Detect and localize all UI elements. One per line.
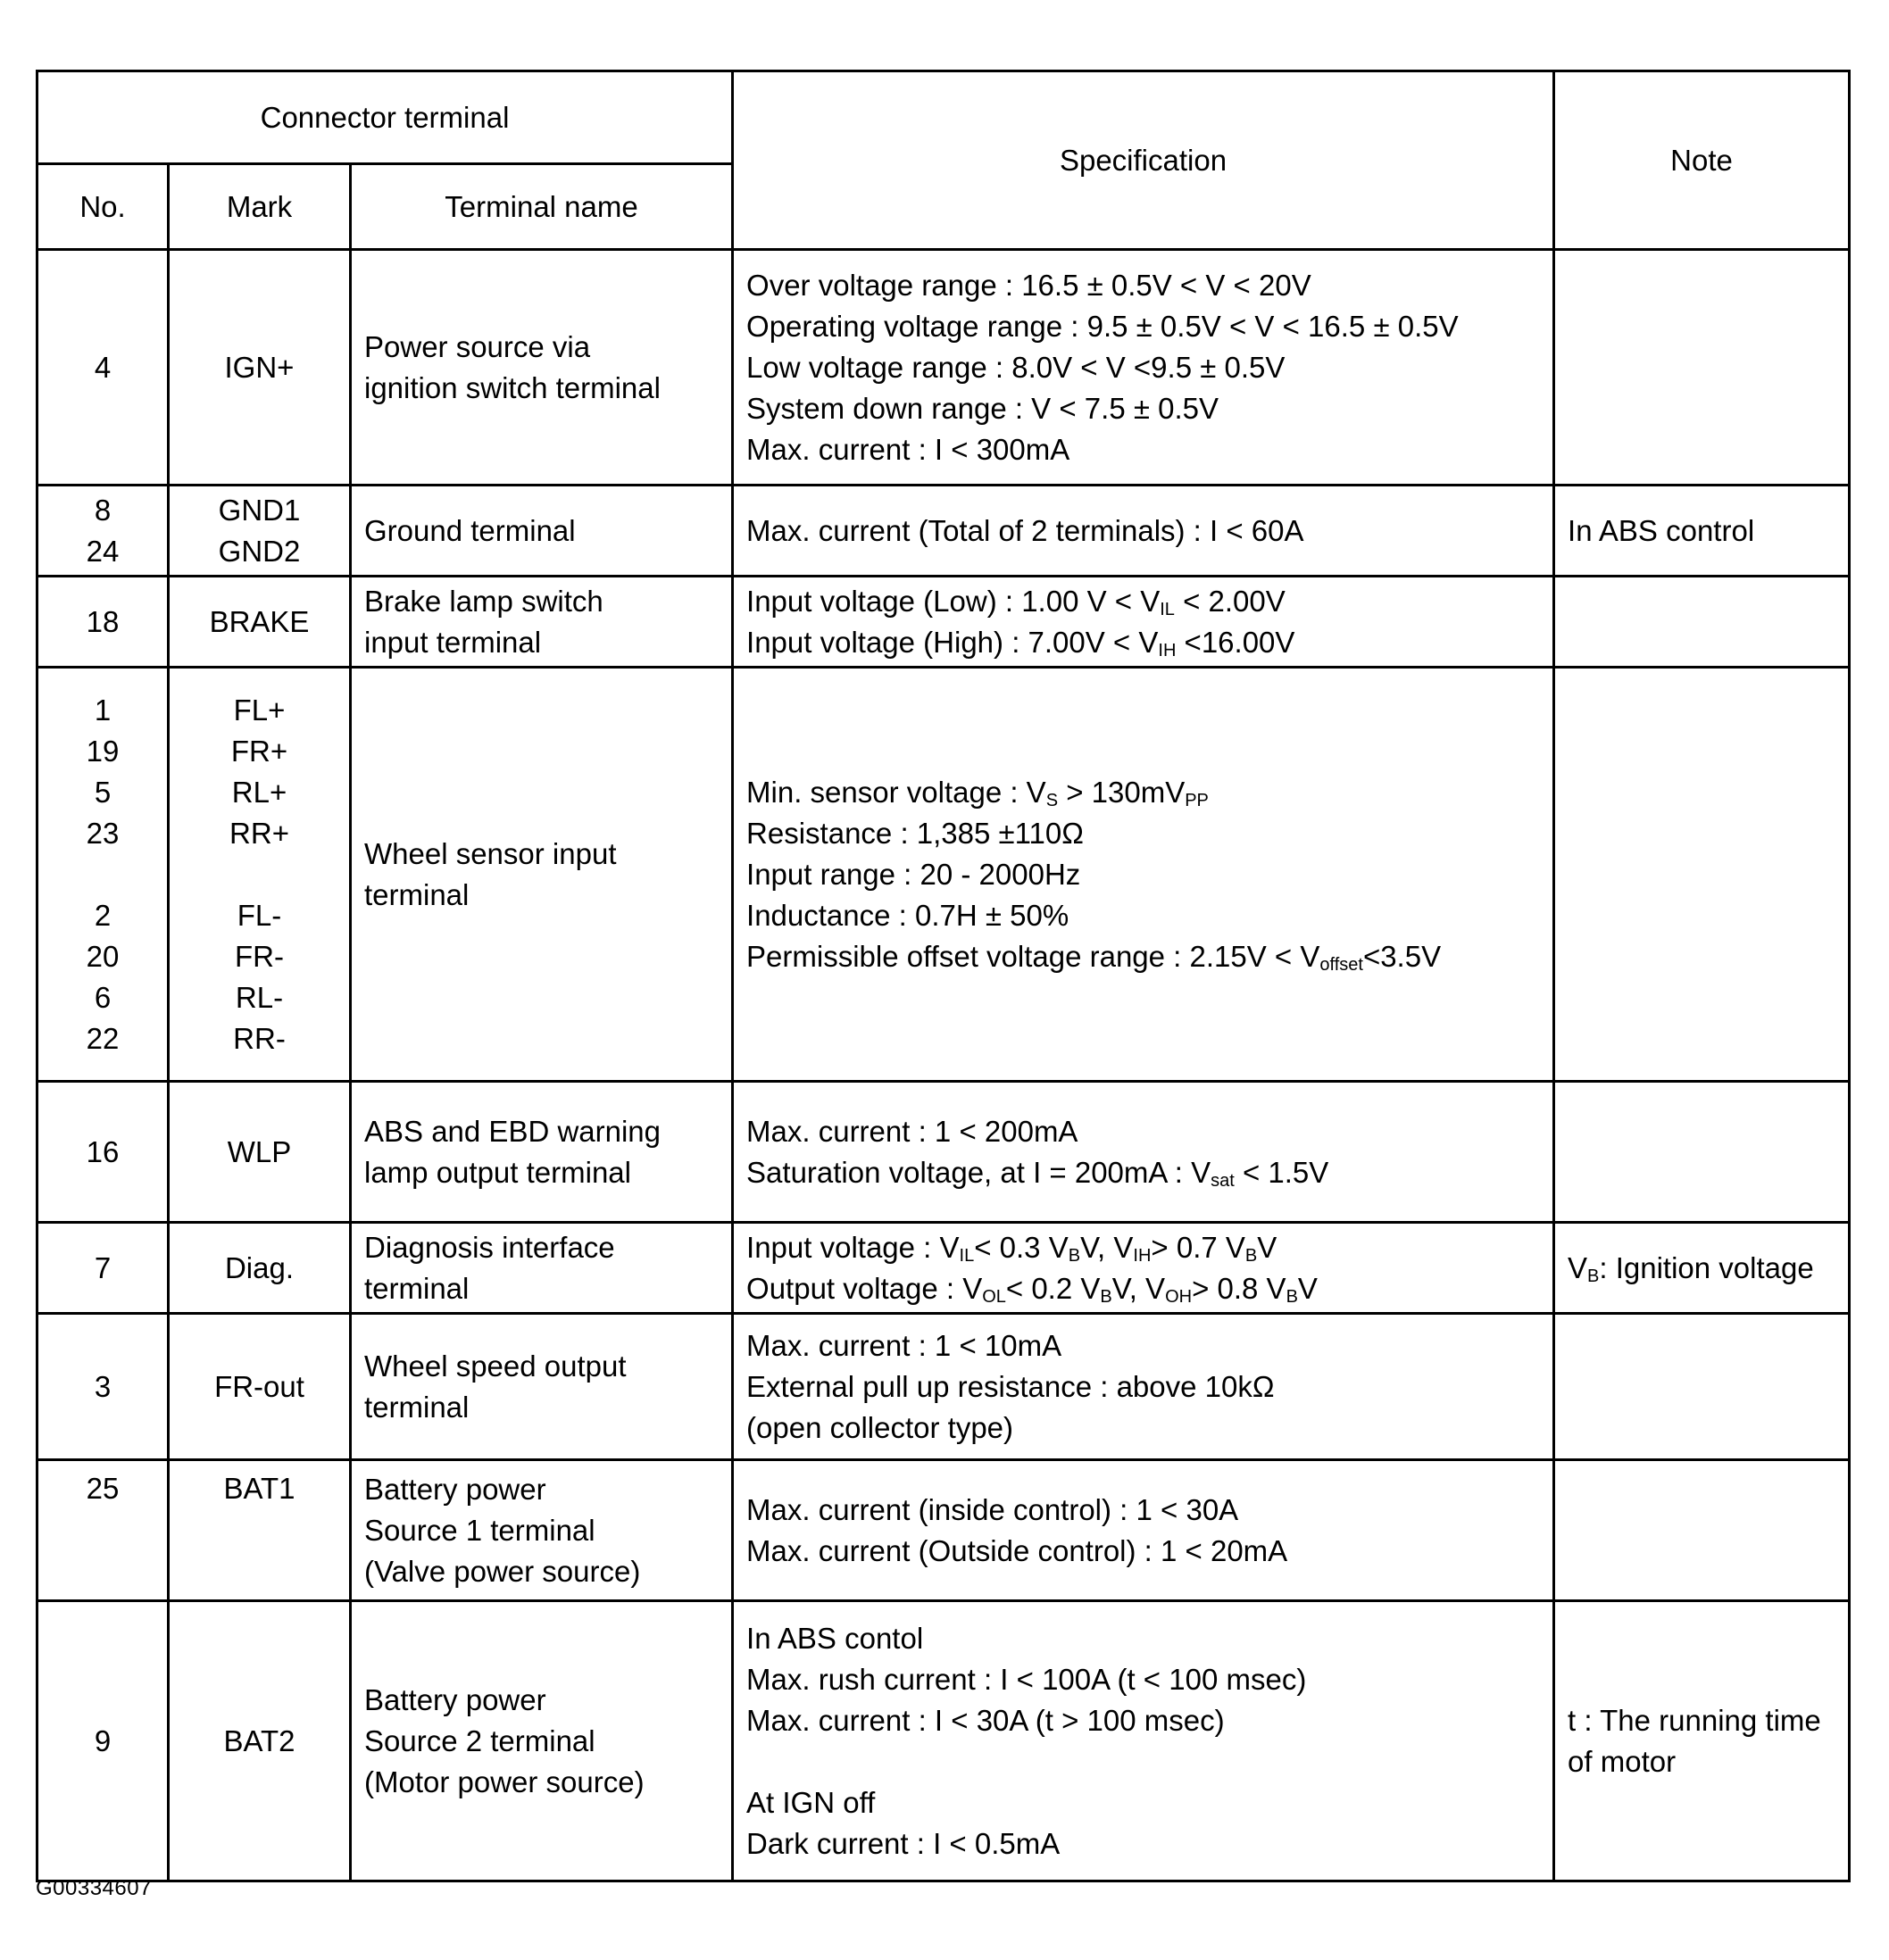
spec-text-part: Saturation voltage, at I = 200mA : V: [746, 1155, 1211, 1189]
spec-line: Low voltage range : 8.0V < V <9.5 ± 0.5V: [746, 350, 1286, 384]
terminal-no: 16: [86, 1134, 120, 1168]
spec-line: [746, 581, 1545, 622]
terminal-mark-cell: [169, 1082, 351, 1223]
terminal-name: terminal: [364, 1390, 470, 1424]
terminal-mark: RL-: [235, 980, 284, 1014]
spec-text-part: Permissible offset voltage range : 2.15V < V: [746, 939, 1320, 973]
spec-text-part: Input voltage (High) : 7.00V < V: [746, 625, 1159, 659]
note-line: t : The running time: [1568, 1703, 1821, 1737]
terminal-mark: BAT1: [223, 1472, 295, 1505]
terminal-no: 20: [86, 939, 120, 973]
terminal-no-cell: [37, 1601, 169, 1881]
terminal-no: 3: [94, 1369, 112, 1403]
spec-line: [746, 936, 1545, 977]
terminal-name-cell: [351, 577, 733, 668]
spec-text-part: <16.00V: [1176, 625, 1295, 659]
spec-text-part: V: [1297, 1271, 1318, 1305]
terminal-no-cell: [37, 1082, 169, 1223]
table-row: [37, 1601, 1850, 1881]
spec-line: Max. current : 1 < 10mA: [746, 1328, 1062, 1362]
terminal-name: Wheel sensor input: [364, 836, 617, 870]
table-row: [37, 486, 1850, 577]
specification-cell: [733, 577, 1554, 668]
spec-text-part: > 0.8 V: [1192, 1271, 1286, 1305]
mark-header: Mark: [169, 164, 351, 250]
spec-line: Max. rush current : I < 100A (t < 100 msec): [746, 1662, 1307, 1696]
terminal-mark-cell: [169, 1223, 351, 1314]
terminal-name: terminal: [364, 1271, 470, 1305]
terminal-name-header: Terminal name: [351, 164, 733, 250]
spec-line: [746, 1268, 1545, 1309]
spec-text-part: OL: [982, 1286, 1006, 1307]
terminal-name-cell: [351, 1223, 733, 1314]
terminal-no-cell: [37, 577, 169, 668]
spec-text-part: OH: [1165, 1286, 1193, 1307]
spec-text-part: V, V: [1111, 1271, 1166, 1305]
spec-line: [746, 772, 1545, 813]
terminal-name: Source 1 terminal: [364, 1513, 595, 1547]
table-row: [37, 668, 1850, 1082]
specification-cell: [733, 1223, 1554, 1314]
spec-text-part: IH: [1133, 1245, 1152, 1266]
terminal-name-cell: [351, 250, 733, 486]
note-cell: [1554, 1314, 1850, 1460]
specification-header: Specification: [733, 71, 1554, 250]
spec-line: [746, 1111, 1545, 1152]
terminal-no: 18: [86, 604, 120, 638]
spec-line: In ABS contol: [746, 1621, 924, 1655]
terminal-no-cell: [37, 1314, 169, 1460]
terminal-no: 4: [94, 350, 112, 384]
table-row: [37, 577, 1850, 668]
spec-text-part: < 2.00V: [1174, 584, 1286, 618]
spec-line: [746, 1152, 1545, 1193]
note-cell: [1554, 1460, 1850, 1601]
terminal-mark: RL+: [231, 775, 287, 809]
specification-cell: [733, 1082, 1554, 1223]
table-row: [37, 1223, 1850, 1314]
spec-text-part: B: [1286, 1286, 1298, 1307]
terminal-mark: BRAKE: [209, 604, 310, 638]
spec-text-part: < 0.2 V: [1005, 1271, 1101, 1305]
note-cell: [1554, 486, 1850, 577]
spec-line: [746, 1741, 1545, 1782]
terminal-name: lamp output terminal: [364, 1155, 631, 1189]
terminal-name: ABS and EBD warning: [364, 1114, 662, 1148]
note-cell: [1554, 668, 1850, 1082]
spec-text-part: S: [1045, 790, 1059, 810]
terminal-no: 8: [94, 493, 112, 527]
terminal-name: Diagnosis interface: [364, 1230, 615, 1264]
terminal-no: 2: [94, 898, 112, 932]
spec-text-part: offset: [1319, 954, 1363, 975]
spec-line: Max. current : I < 30A (t > 100 msec): [746, 1703, 1225, 1737]
note-line: of motor: [1568, 1744, 1677, 1778]
spec-line: Max. current (Outside control) : 1 < 20mA: [746, 1533, 1288, 1567]
spec-text-part: Output voltage :: [746, 1271, 963, 1305]
specification-cell: [733, 668, 1554, 1082]
spec-text-part: PP: [1185, 790, 1209, 810]
table-row: [37, 250, 1850, 486]
specification-cell: [733, 1314, 1554, 1460]
spec-line: Max. current (Total of 2 terminals) : I < 60A: [746, 513, 1304, 547]
terminal-mark-cell: [169, 577, 351, 668]
spec-line: At IGN off: [746, 1785, 876, 1819]
terminal-no: 5: [94, 775, 112, 809]
terminal-no-cell: [37, 486, 169, 577]
table-row: [37, 1314, 1850, 1460]
terminal-mark: RR-: [233, 1021, 286, 1055]
spec-line: [746, 813, 1545, 854]
note-cell: [1554, 577, 1850, 668]
spec-text-part: sat: [1211, 1170, 1235, 1191]
note-line: [1568, 1248, 1841, 1289]
terminal-mark: BAT2: [223, 1723, 295, 1757]
spec-text-part: < 1.5V: [1234, 1155, 1329, 1189]
terminal-name: ignition switch terminal: [364, 370, 661, 404]
terminal-mark-cell: [169, 1460, 351, 1601]
spec-line: [746, 622, 1545, 663]
terminal-no-cell: [37, 1460, 169, 1601]
terminal-mark-cell: [169, 486, 351, 577]
terminal-no: 6: [94, 980, 112, 1014]
terminal-mark: FL+: [233, 693, 286, 727]
spec-text-part: B: [1587, 1266, 1600, 1286]
terminal-no: 9: [94, 1723, 112, 1757]
terminal-no: 1: [94, 693, 112, 727]
spec-text-part: B: [1068, 1245, 1081, 1266]
terminal-no-cell: [37, 250, 169, 486]
spec-text-part: Input voltage :: [746, 1230, 940, 1264]
document-id: G00334607: [36, 1876, 152, 1900]
terminal-name: (Valve power source): [364, 1554, 641, 1588]
specification-cell: [733, 1460, 1554, 1601]
terminal-mark-cell: [169, 668, 351, 1082]
spec-line: External pull up resistance : above 10kΩ: [746, 1369, 1275, 1403]
terminal-mark: GND2: [218, 534, 301, 568]
note-cell: [1554, 1601, 1850, 1881]
terminal-name: Wheel speed output: [364, 1349, 627, 1383]
terminal-name: Battery power: [364, 1682, 546, 1716]
terminal-mark: FR-: [235, 939, 284, 973]
specification-cell: [733, 1601, 1554, 1881]
terminal-name-cell: [351, 668, 733, 1082]
terminal-mark-cell: [169, 1314, 351, 1460]
note-header: Note: [1554, 71, 1850, 250]
note-cell: [1554, 250, 1850, 486]
terminal-no: 23: [86, 816, 120, 850]
table-row: [37, 1082, 1850, 1223]
terminal-name: Ground terminal: [364, 513, 576, 547]
terminal-mark: IGN+: [224, 350, 295, 384]
terminal-no-cell: [37, 668, 169, 1082]
terminal-name: (Motor power source): [364, 1765, 645, 1798]
spec-text-part: > 0.7 V: [1151, 1230, 1245, 1264]
no-header: No.: [37, 164, 169, 250]
spec-text-part: IL: [1160, 599, 1175, 619]
terminal-mark: FR+: [230, 734, 288, 768]
terminal-no: 25: [86, 1472, 120, 1505]
terminal-no: [38, 854, 167, 895]
spec-line: Max. current (inside control) : 1 < 30A: [746, 1492, 1239, 1526]
spec-text-part: B: [1100, 1286, 1112, 1307]
spec-line: [746, 895, 1545, 936]
spec-text-part: Input range : 20 - 2000Hz: [746, 857, 1081, 891]
spec-text-part: V: [1568, 1250, 1588, 1284]
terminal-mark: FL-: [237, 898, 282, 932]
terminal-mark: RR+: [229, 816, 289, 850]
terminal-name: Source 2 terminal: [364, 1723, 595, 1757]
terminal-name: input terminal: [364, 625, 542, 659]
connector-terminal-table: [36, 70, 1851, 1882]
terminal-no: 24: [86, 534, 120, 568]
spec-text-part: : Ignition voltage: [1599, 1250, 1814, 1284]
spec-text-part: V: [939, 1230, 960, 1264]
terminal-name-cell: [351, 1601, 733, 1881]
spec-text-part: < 0.3 V: [974, 1230, 1069, 1264]
spec-line: (open collector type): [746, 1410, 1014, 1444]
terminal-name-cell: [351, 486, 733, 577]
spec-text-part: Resistance : 1,385 ±110Ω: [746, 816, 1084, 850]
note-cell: [1554, 1082, 1850, 1223]
spec-text-part: IH: [1158, 640, 1177, 660]
spec-text-part: Max. current : 1 < 200mA: [746, 1114, 1078, 1148]
terminal-name-cell: [351, 1082, 733, 1223]
terminal-no: 22: [86, 1021, 120, 1055]
spec-text-part: B: [1244, 1245, 1258, 1266]
spec-text-part: Inductance : 0.7H ± 50%: [746, 898, 1069, 932]
spec-line: [746, 854, 1545, 895]
spec-line: [746, 1227, 1545, 1268]
terminal-mark-cell: [169, 250, 351, 486]
terminal-mark: WLP: [227, 1134, 292, 1168]
terminal-mark-cell: [169, 1601, 351, 1881]
terminal-name: Battery power: [364, 1472, 546, 1506]
terminal-name: Power source via: [364, 329, 591, 363]
terminal-name-cell: [351, 1460, 733, 1601]
terminal-mark: [170, 854, 349, 895]
spec-text-part: Input voltage (Low) : 1.00 V < V: [746, 584, 1161, 618]
spec-text-part: <3.5V: [1362, 939, 1442, 973]
terminal-mark: FR-out: [214, 1369, 304, 1403]
spec-text-part: V: [1257, 1230, 1277, 1264]
terminal-name: Brake lamp switch: [364, 584, 603, 618]
table-row: [37, 1460, 1850, 1601]
spec-line: Max. current : I < 300mA: [746, 432, 1070, 466]
terminal-no: 7: [94, 1250, 112, 1284]
terminal-name: terminal: [364, 877, 470, 911]
table-body: [37, 250, 1850, 1881]
spec-line: Over voltage range : 16.5 ± 0.5V < V < 20V: [746, 268, 1311, 302]
terminal-mark: Diag.: [224, 1250, 295, 1284]
note-cell: [1554, 1223, 1850, 1314]
note-line: In ABS control: [1568, 513, 1755, 547]
spec-line: Operating voltage range : 9.5 ± 0.5V < V < 16.5 ± 0.5V: [746, 309, 1459, 343]
spec-line: Dark current : I < 0.5mA: [746, 1826, 1061, 1860]
terminal-name-cell: [351, 1314, 733, 1460]
specification-cell: [733, 486, 1554, 577]
spec-line: System down range : V < 7.5 ± 0.5V: [746, 391, 1219, 425]
spec-text-part: > 130mV: [1058, 775, 1186, 809]
terminal-no-cell: [37, 1223, 169, 1314]
connector-terminal-header: Connector terminal: [37, 71, 733, 164]
terminal-mark: GND1: [218, 493, 301, 527]
specification-cell: [733, 250, 1554, 486]
spec-text-part: V: [962, 1271, 983, 1305]
terminal-no: 19: [86, 734, 120, 768]
spec-text-part: IL: [959, 1245, 975, 1266]
spec-text-part: V, V: [1080, 1230, 1134, 1264]
spec-text-part: Min. sensor voltage : V: [746, 775, 1046, 809]
